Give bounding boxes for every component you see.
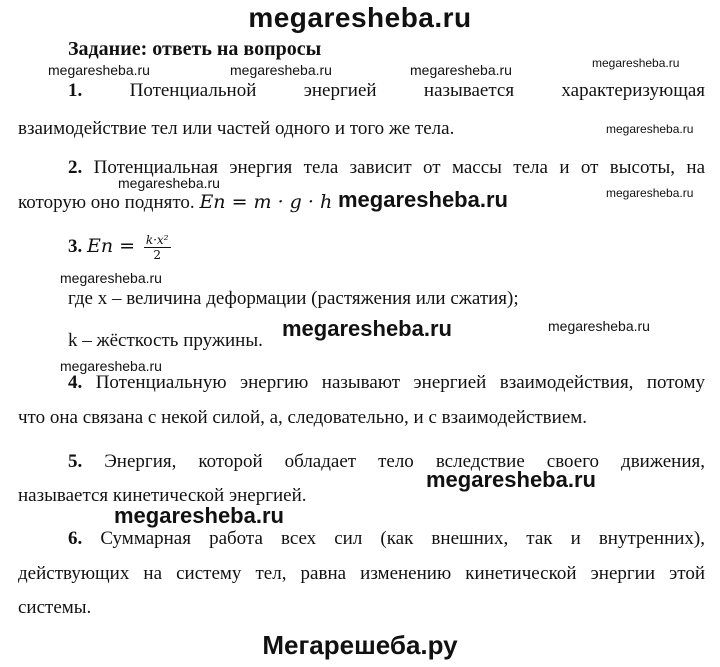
answer-3-formula-lhs: Eп = [87, 234, 136, 257]
fraction-numerator: k·x² [145, 233, 169, 247]
answer-6-number: 6. [68, 528, 83, 549]
answer-2-formula: Eп = m · g · h [199, 191, 333, 213]
watermark: megaresheba.ru [48, 62, 150, 78]
answer-3-number: 3. [68, 235, 83, 257]
watermark-large: megaresheba.ru [426, 467, 596, 492]
answer-3-line-2: где x – величина деформации (растяжения или сжатия); [68, 288, 519, 309]
answer-5-text: Энергия, которой обладает тело вследствие своего движения, [104, 451, 705, 472]
watermark: megaresheba.ru [592, 56, 680, 70]
watermark: megaresheba.ru [60, 358, 162, 374]
answer-1-word: Потенциальной [129, 80, 257, 101]
answer-4-line-1 [68, 372, 705, 394]
answer-4-text: Потенциальную энергию называют энергией взаимодействия, потому [95, 372, 706, 393]
answer-1-line-2: взаимодействие тел или частей одного и того же тела. [18, 118, 455, 139]
answer-3-fraction [144, 233, 171, 262]
answer-5-number: 5. [68, 451, 83, 472]
answer-1-number: 1. [68, 80, 83, 101]
answer-6-line-2: действующих на систему тел, равна изменению кинетической энергии этой [18, 563, 705, 584]
site-header-title: megaresheba.ru [248, 2, 472, 33]
answer-2-text: которую оно поднято. [18, 192, 195, 213]
answer-5-line-2: называется кинетической энергией. [18, 485, 307, 506]
site-footer-title: Мегарешеба.ру [262, 630, 458, 660]
answer-6-line-1 [68, 528, 705, 550]
watermark: megaresheba.ru [606, 122, 694, 136]
answer-6-text: Суммарная работа всех сил (как внешних, так и внутренних), [100, 528, 706, 549]
answer-2-number: 2. [68, 157, 83, 178]
watermark: megaresheba.ru [118, 175, 220, 191]
watermark-large: megaresheba.ru [114, 503, 284, 528]
answer-1-word: энергией [303, 80, 377, 101]
fraction-denominator: 2 [153, 248, 161, 262]
watermark-large: megaresheba.ru [338, 187, 508, 212]
answer-6-line-3: системы. [18, 597, 92, 618]
watermark: megaresheba.ru [548, 318, 650, 334]
answer-1-word: называется [423, 80, 515, 101]
answer-3-formula-line [68, 233, 171, 262]
answer-4-line-2: что она связана с некой силой, а, следовательно, и с взаимодействием. [18, 407, 588, 428]
answer-1-line-1 [18, 80, 705, 102]
watermark-large: megaresheba.ru [282, 316, 452, 341]
watermark: megaresheba.ru [230, 62, 332, 78]
answer-2-line-2 [18, 191, 332, 214]
answer-3-line-3: k – жёсткость пружины. [68, 330, 263, 351]
answer-5-line-1 [68, 451, 705, 473]
task-heading: Задание: ответь на вопросы [68, 38, 322, 60]
answer-1-word: характеризующая [561, 80, 706, 101]
watermark: megaresheba.ru [410, 62, 512, 78]
watermark: megaresheba.ru [606, 186, 694, 200]
answer-2-text: Потенциальная энергия тела зависит от массы тела и от высоты, на [93, 157, 706, 178]
watermark: megaresheba.ru [60, 270, 162, 286]
answer-4-number: 4. [68, 372, 83, 393]
